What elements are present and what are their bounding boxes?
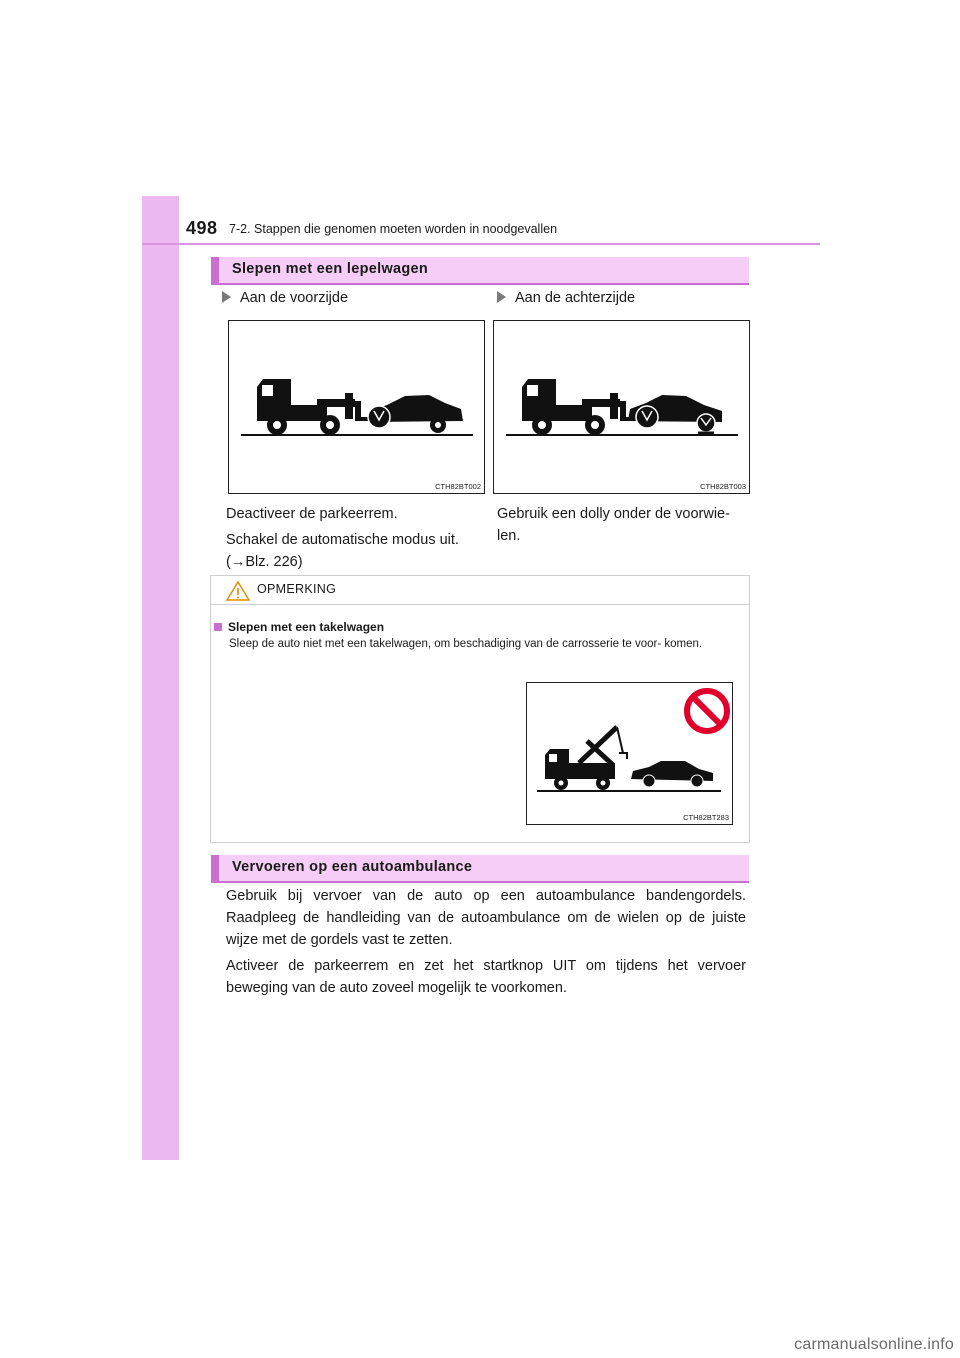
section-header-wheel-lift <box>211 257 749 283</box>
tow-truck-front-illustration <box>229 321 486 495</box>
watermark: carmanualsonline.info <box>794 1336 954 1353</box>
triangle-bullet-icon <box>497 291 506 303</box>
page-number: 498 <box>186 218 218 238</box>
side-tab-strip <box>142 196 179 1160</box>
notice-item-title: Slepen met een takelwagen <box>214 620 384 634</box>
section-title: Slepen met een lepelwagen <box>232 261 429 277</box>
notice-header <box>211 576 749 605</box>
transporter-instructions <box>226 885 746 1003</box>
notice-box <box>210 575 750 843</box>
bullet-front: Aan de voorzijde <box>222 290 348 306</box>
notice-label: OPMERKING <box>257 582 337 596</box>
notice-item-text: Sleep de auto niet met een takelwagen, om beschadiging van de carrosserie te voor- komen. <box>229 638 703 650</box>
tow-truck-prohibited-illustration <box>527 683 734 826</box>
figure-tow-truck-prohibited <box>526 682 733 825</box>
figure-code: CTH82BT003 <box>700 482 746 491</box>
figure-rear-tow <box>493 320 750 494</box>
bullet-rear: Aan de achterzijde <box>497 290 635 306</box>
section-title: Vervoeren op een autoambulance <box>232 859 473 875</box>
section-header-car-transporter <box>211 855 749 881</box>
header-rule <box>142 243 820 245</box>
figure-front-tow <box>228 320 485 494</box>
transporter-para-1: Gebruik bij vervoer van de auto op een autoambulance bandengordels. Raadpleeg de handleiding van de autoambulance om de wielen op de juiste wijze met de gordels vast te zetten. <box>226 888 746 948</box>
transporter-para-2: Activeer de parkeerrem en zet het startknop UIT om tijdens het vervoer beweging van de auto zoveel mogelijk te voorkomen. <box>226 958 746 996</box>
warning-triangle-icon <box>225 580 251 602</box>
front-instructions: Deactiveer de parkeerrem. Schakel de automatische modus uit. (→Blz. 226) <box>226 506 459 570</box>
chapter-title: 7-2. Stappen die genomen moeten worden in noodgevallen <box>229 222 558 236</box>
rear-instructions: Gebruik een dolly onder de voorwie- len. <box>497 506 730 544</box>
figure-code: CTH82BT283 <box>683 813 729 822</box>
triangle-bullet-icon <box>222 291 231 303</box>
tow-truck-rear-illustration <box>494 321 751 495</box>
square-bullet-icon <box>214 623 222 631</box>
figure-code: CTH82BT002 <box>435 482 481 491</box>
